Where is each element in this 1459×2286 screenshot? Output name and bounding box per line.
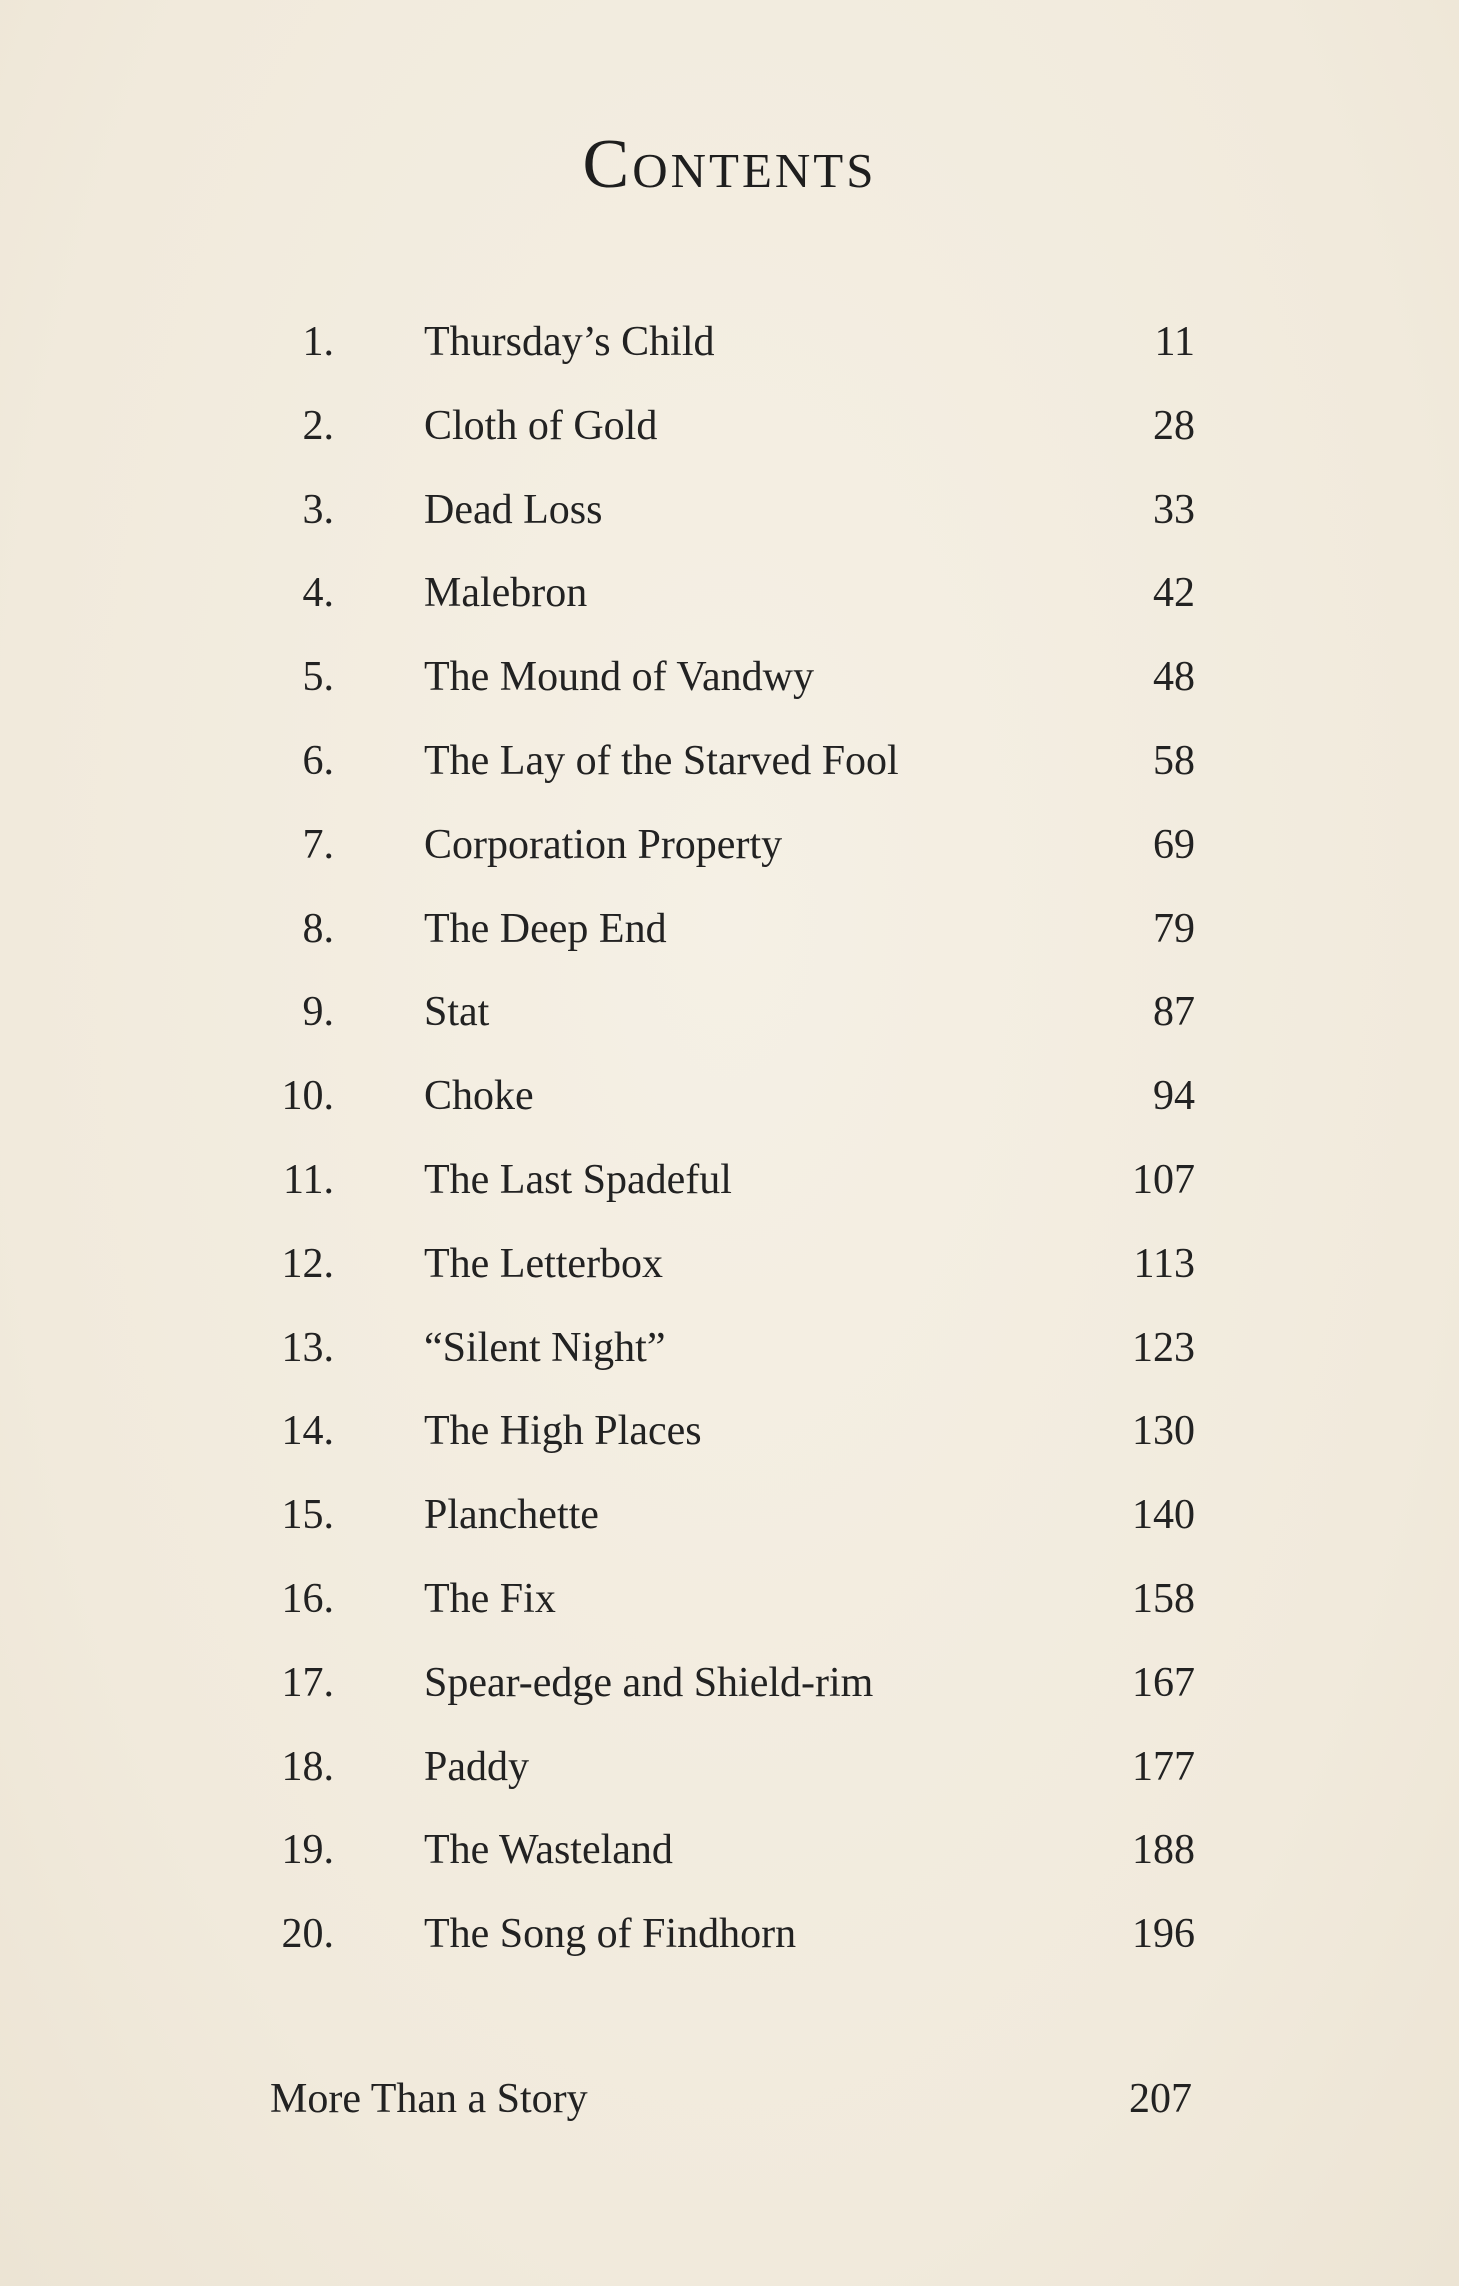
chapter-page-number: 188 [1132, 1827, 1195, 1873]
toc-row [0, 803, 1459, 887]
toc-row [0, 719, 1459, 803]
chapter-title: The Mound of Vandwy [424, 654, 815, 700]
toc-row [0, 468, 1459, 552]
toc-row [0, 887, 1459, 971]
chapter-number: 7. [302, 822, 334, 868]
chapter-number: 18. [281, 1744, 334, 1790]
chapter-title: The Deep End [424, 906, 667, 952]
toc-row [0, 1473, 1459, 1557]
chapter-number: 12. [281, 1241, 334, 1287]
toc-row [0, 551, 1459, 635]
extra-title: More Than a Story [270, 2076, 588, 2122]
toc-row [0, 635, 1459, 719]
chapter-number: 19. [281, 1827, 334, 1873]
toc-row [0, 1222, 1459, 1306]
chapter-page-number: 107 [1132, 1157, 1195, 1203]
chapter-page-number: 42 [1153, 570, 1195, 616]
extra-page-number: 207 [1129, 2076, 1192, 2122]
chapter-number: 20. [281, 1911, 334, 1957]
chapter-title: Spear-edge and Shield-rim [424, 1660, 874, 1706]
toc-row [0, 1641, 1459, 1725]
chapter-page-number: 130 [1132, 1408, 1195, 1454]
toc-row [0, 1725, 1459, 1809]
chapter-page-number: 11 [1154, 319, 1195, 365]
chapter-title: Thursday’s Child [424, 319, 715, 365]
chapter-title: Dead Loss [424, 487, 603, 533]
chapter-page-number: 87 [1153, 989, 1195, 1035]
chapter-title: Paddy [424, 1744, 529, 1790]
toc-row [0, 970, 1459, 1054]
chapter-title: The Last Spadeful [424, 1157, 732, 1203]
chapter-title: The Wasteland [424, 1827, 673, 1873]
chapter-number: 6. [302, 738, 334, 784]
chapter-page-number: 167 [1132, 1660, 1195, 1706]
toc-row [0, 300, 1459, 384]
toc-row [0, 1138, 1459, 1222]
chapter-title: Choke [424, 1073, 534, 1119]
toc-row [0, 1054, 1459, 1138]
chapter-page-number: 58 [1153, 738, 1195, 784]
chapter-title: “Silent Night” [424, 1325, 666, 1371]
chapter-number: 15. [281, 1492, 334, 1538]
chapter-title: The High Places [424, 1408, 702, 1454]
chapter-page-number: 177 [1132, 1744, 1195, 1790]
chapter-number: 10. [281, 1073, 334, 1119]
chapter-title: Stat [424, 989, 490, 1035]
chapter-number: 13. [281, 1325, 334, 1371]
chapter-title: The Song of Findhorn [424, 1911, 797, 1957]
chapter-title: The Lay of the Starved Fool [424, 738, 899, 784]
chapter-number: 8. [302, 906, 334, 952]
chapter-page-number: 123 [1132, 1325, 1195, 1371]
chapter-number: 11. [283, 1157, 334, 1203]
chapter-page-number: 113 [1133, 1241, 1195, 1287]
chapter-title: Corporation Property [424, 822, 783, 868]
chapter-page-number: 158 [1132, 1576, 1195, 1622]
chapter-title: The Fix [424, 1576, 556, 1622]
chapter-number: 17. [281, 1660, 334, 1706]
chapter-title: The Letterbox [424, 1241, 664, 1287]
toc-extra-row [0, 2057, 1459, 2141]
chapter-number: 5. [302, 654, 334, 700]
chapter-title: Planchette [424, 1492, 599, 1538]
toc-row [0, 1306, 1459, 1390]
chapter-title: Malebron [424, 570, 588, 616]
toc-row [0, 1808, 1459, 1892]
chapter-page-number: 33 [1153, 487, 1195, 533]
chapter-number: 3. [302, 487, 334, 533]
chapter-page-number: 28 [1153, 403, 1195, 449]
page-title: Contents [582, 126, 877, 203]
chapter-page-number: 69 [1153, 822, 1195, 868]
chapter-page-number: 94 [1153, 1073, 1195, 1119]
chapter-number: 1. [302, 319, 334, 365]
chapter-page-number: 79 [1153, 906, 1195, 952]
toc-row [0, 384, 1459, 468]
chapter-number: 9. [302, 989, 334, 1035]
chapter-page-number: 48 [1153, 654, 1195, 700]
toc-row [0, 1557, 1459, 1641]
chapter-title: Cloth of Gold [424, 403, 658, 449]
chapter-number: 4. [302, 570, 334, 616]
toc-row [0, 1892, 1459, 1976]
chapter-page-number: 140 [1132, 1492, 1195, 1538]
chapter-number: 2. [302, 403, 334, 449]
toc-row [0, 1389, 1459, 1473]
chapter-number: 16. [281, 1576, 334, 1622]
chapter-number: 14. [281, 1408, 334, 1454]
chapter-page-number: 196 [1132, 1911, 1195, 1957]
